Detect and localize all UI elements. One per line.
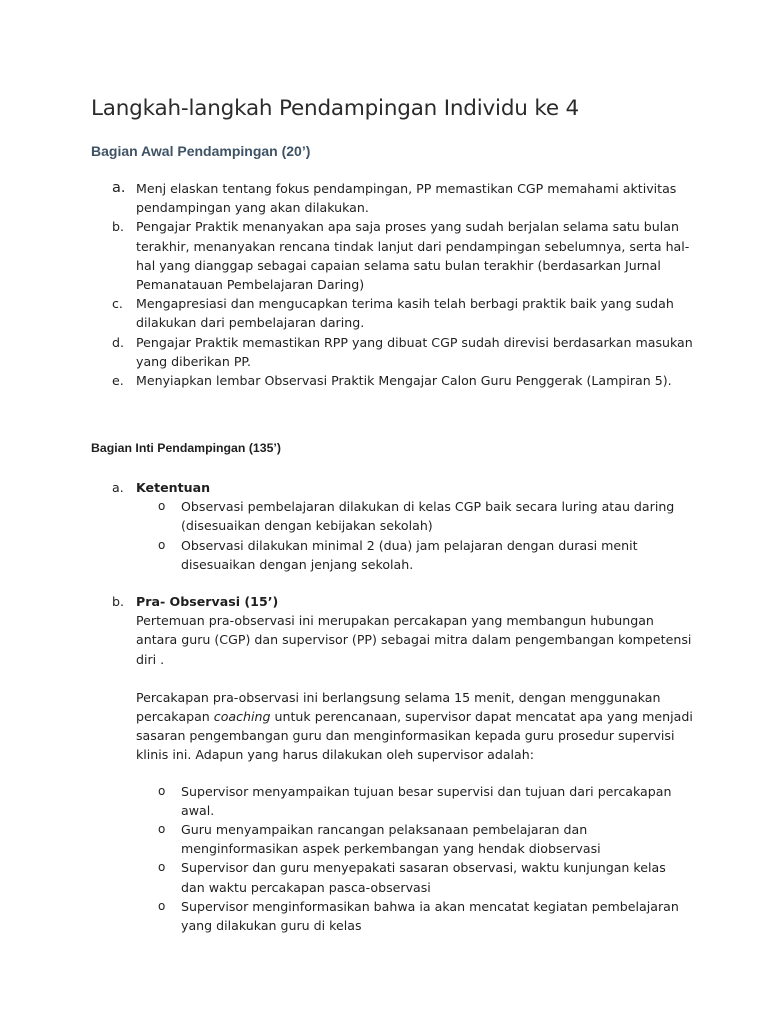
list-item-text: Pengajar Praktik memastikan RPP yang dibuat CGP sudah direvisi berdasarkan masukan yang diberikan PP. bbox=[136, 334, 693, 369]
list-item bbox=[0, 497, 768, 535]
list-item-text: Supervisor menyampaikan tujuan besar supervisi dan tujuan dari percakapan awal. bbox=[181, 783, 672, 818]
list-item-text: Menj elaskan tentang fokus pendampingan, PP memastikan CGP memahami aktivitas pendampingan yang akan dilakukan. bbox=[136, 181, 677, 216]
list-marker: d. bbox=[112, 334, 124, 350]
bullet-circle-icon: o bbox=[158, 783, 166, 798]
section1-list bbox=[0, 179, 696, 390]
list-item bbox=[0, 294, 696, 332]
pra-observasi-heading bbox=[0, 592, 768, 611]
bullet-circle-icon: o bbox=[158, 898, 166, 913]
pra-observasi-paragraph-2 bbox=[136, 688, 696, 765]
list-item bbox=[0, 371, 696, 390]
bullet-circle-icon: o bbox=[158, 537, 166, 552]
list-item-text: Observasi pembelajaran dilakukan di kelas CGP baik secara luring atau daring (disesuaikan dengan kebijakan sekolah) bbox=[181, 499, 675, 534]
list-marker: b. bbox=[112, 219, 124, 235]
list-item bbox=[0, 820, 768, 858]
ketentuan-section bbox=[0, 478, 768, 574]
list-item-text: Supervisor menginformasikan bahwa ia akan mencatat kegiatan pembelajaran yang dilakukan guru di kelas bbox=[181, 898, 679, 934]
list-item-text: Menyiapkan lembar Observasi Praktik Mengajar Calon Guru Penggerak (Lampiran 5). bbox=[136, 373, 672, 389]
ketentuan-list bbox=[0, 497, 768, 574]
bullet-circle-icon: o bbox=[158, 499, 166, 514]
list-item-text: Guru menyampaikan rancangan pelaksanaan pembelajaran dan menginformasikan aspek perkembangan yang hendak diobservasi bbox=[181, 822, 601, 857]
list-item bbox=[0, 897, 768, 935]
bullet-circle-icon: o bbox=[158, 860, 166, 875]
list-marker: e. bbox=[112, 373, 124, 389]
page-title: Langkah-langkah Pendampingan Individu ke 4 bbox=[91, 96, 579, 121]
ketentuan-heading bbox=[0, 478, 768, 497]
paragraph-text: untuk perencanaan, supervisor dapat mencatat apa yang menjadi sasaran pengembangan guru dan menginformasikan kepada guru prosedur supervisi klinis ini. Adapun yang harus dilakukan oleh supervisor adalah: bbox=[136, 709, 693, 763]
list-item-text: Supervisor dan guru menyepakati sasaran observasi, waktu kunjungan kelas dan waktu percakapan pasca-observasi bbox=[181, 860, 666, 895]
list-item bbox=[0, 536, 768, 574]
list-item bbox=[0, 179, 696, 217]
pra-observasi-title: Pra- Observasi (15’) bbox=[136, 594, 279, 609]
pra-observasi-paragraph-1: Pertemuan pra-observasi ini merupakan percakapan yang membangun hubungan antara guru (CGP) dan supervisor (PP) sebagai mitra dalam pengembangan kompetensi diri . bbox=[136, 613, 692, 667]
bullet-circle-icon: o bbox=[158, 822, 166, 837]
section1-heading: Bagian Awal Pendampingan (20’) bbox=[91, 143, 311, 159]
list-item-text: Observasi dilakukan minimal 2 (dua) jam pelajaran dengan durasi menit disesuaikan dengan jenjang sekolah. bbox=[181, 537, 638, 572]
paragraph-text: Percakapan pra-observasi ini berlangsung selama 15 menit, dengan menggunakan percakapan bbox=[136, 689, 661, 724]
section2-heading: Bagian Inti Pendampingan (135’) bbox=[91, 441, 281, 455]
list-marker: c. bbox=[112, 296, 123, 312]
list-item-text: Pengajar Praktik menanyakan apa saja proses yang sudah berjalan selama satu bulan terakhir, menanyakan rencana tindak lanjut dari pendampingan sebelumnya, serta hal-hal yang dianggap sebagai capaian selama satu bulan terakhir (berdasarkan Jurnal Pemanatauan Pembelajaran Daring) bbox=[136, 219, 690, 293]
coaching-term: coaching bbox=[213, 709, 271, 724]
list-item bbox=[0, 858, 768, 896]
ketentuan-title: Ketentuan bbox=[136, 480, 211, 495]
pra-observasi-section bbox=[0, 592, 768, 935]
list-marker: a. bbox=[112, 480, 124, 495]
list-marker: b. bbox=[112, 594, 124, 609]
list-item bbox=[0, 333, 696, 371]
list-item bbox=[0, 782, 768, 820]
list-item bbox=[0, 217, 696, 294]
supervisor-tasks-list bbox=[0, 782, 768, 936]
list-marker: a. bbox=[112, 180, 126, 196]
list-item-text: Mengapresiasi dan mengucapkan terima kasih telah berbagi praktik baik yang sudah dilakukan dari pembelajaran daring. bbox=[136, 296, 674, 331]
